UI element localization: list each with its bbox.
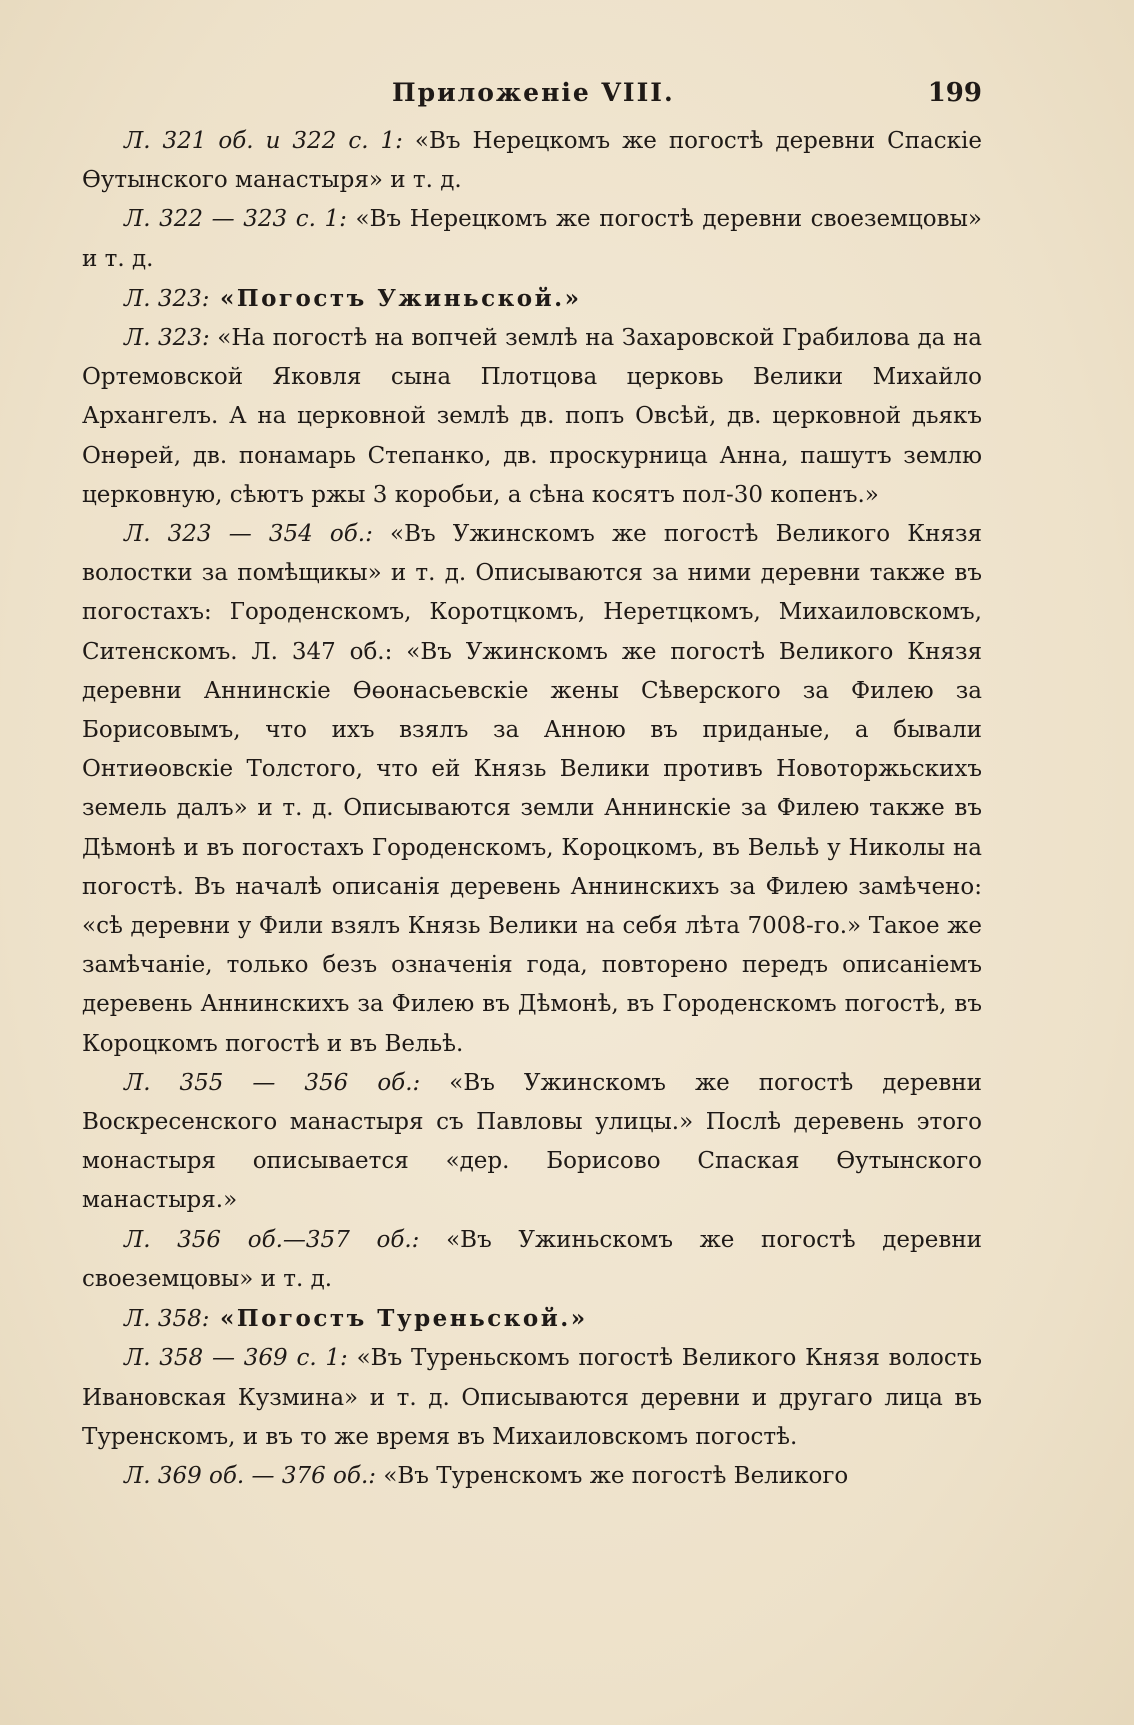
paragraph (82, 515, 982, 1064)
folio-reference: Л. 369 об. — 376 об.: (124, 1462, 377, 1489)
running-head (82, 78, 982, 118)
paragraph-text: «На погостѣ на вопчей землѣ на Захаровской Грабилова да на Ортемовской Яковля сына Плотцова церковь Велики Михайло Архангелъ. А на церковной землѣ дв. попъ Овсѣй, дв. церковной дьякъ Онөрей, дв. понамарь Степанко, дв. проскурница Анна, пашутъ землю церковную, сѣютъ ржы 3 коробьи, а сѣна косятъ пол-30 копенъ.» (82, 325, 982, 508)
folio-reference: Л. 323 — 354 об.: (124, 521, 373, 548)
paragraph-text: «Въ Ужинскомъ же погостѣ Великого Князя волостки за помѣщикы» и т. д. Описываются за ними деревни также въ погостахъ: Городенскомъ, Коротцкомъ, Неретцкомъ, Михаиловскомъ, Ситенскомъ. Л. 347 об.: «Въ Ужинскомъ же погостѣ Великого Князя деревни Аннинскіе Өөонасьевскіе жены Сѣверского за Филею за Борисовымъ, что ихъ взялъ за Анною въ приданые, а бывали Онтиөовскіе Толстого, что ей Князь Велики противъ Новоторжьскихъ земель далъ» и т. д. Описываются земли Аннинскіе за Филею также въ Дѣмонѣ и въ погостахъ Городенскомъ, Короцкомъ, въ Вельѣ у Николы на погостѣ. Въ началѣ описанія деревень Аннинскихъ за Филею замѣчено: «сѣ деревни у Фили взялъ Князь Велики на себя лѣта 7008-го.» Такое же замѣчаніе, только безъ означенія года, повторено передъ описаніемъ деревень Аннинскихъ за Филею въ Дѣмонѣ, въ Городенскомъ погостѣ, въ Короцкомъ погостѣ и въ Вельѣ. (82, 521, 982, 1057)
paragraph-text: «Въ Туреньскомъ погостѣ Великого Князя волость Ивановская Кузмина» и т. д. Описываются деревни и другаго лица въ Туренскомъ, и въ то же время въ Михаиловскомъ погостѣ. (82, 1345, 983, 1450)
paragraph (82, 279, 982, 319)
paragraph-text: «Въ Нерецкомъ же погостѣ деревни Спаскіе Өутынского манастыря» и т. д. (82, 128, 982, 194)
folio-reference: Л. 322 — 323 с. 1: (124, 206, 347, 233)
paragraph (82, 1064, 982, 1221)
folio-reference: Л. 321 об. и 322 с. 1: (124, 128, 403, 154)
folio-reference: Л. 358 — 369 с. 1: (124, 1345, 348, 1372)
folio-reference: Л. 356 об.—357 об.: (124, 1226, 420, 1253)
paragraph (82, 319, 982, 515)
page-body (82, 122, 982, 1496)
paragraph (82, 1339, 982, 1457)
folio-reference: Л. 323: (124, 285, 210, 312)
page-number: 199 (927, 78, 982, 108)
paragraph (82, 1221, 982, 1299)
book-page (82, 78, 982, 1496)
folio-reference: Л. 358: (124, 1306, 210, 1333)
paragraph-text: «Въ Ужиньскомъ же погостѣ деревни своеземцовы» и т. д. (82, 1226, 982, 1292)
paragraph (82, 200, 982, 278)
section-heading: «Погостъ Ужиньской.» (209, 284, 582, 312)
paragraph (82, 1299, 982, 1339)
paragraph (82, 122, 982, 200)
paragraph-text: «Въ Нерецкомъ же погостѣ деревни своеземцовы» и т. д. (82, 206, 982, 272)
folio-reference: Л. 355 — 356 об.: (124, 1069, 421, 1096)
paragraph-text: «Въ Туренскомъ же погостѣ Великого (376, 1462, 849, 1489)
paragraph (82, 1457, 982, 1496)
folio-reference: Л. 323: (124, 325, 210, 352)
section-heading: «Погостъ Туреньской.» (209, 1305, 588, 1333)
running-title: Приложеніе VIII. (392, 78, 675, 107)
paragraph-text: «Въ Ужинскомъ же погостѣ деревни Воскресенского манастыря съ Павловы улицы.» Послѣ деревень этого монастыря описывается «дер. Борисово Спаская Өутынского манастыря.» (82, 1069, 982, 1214)
